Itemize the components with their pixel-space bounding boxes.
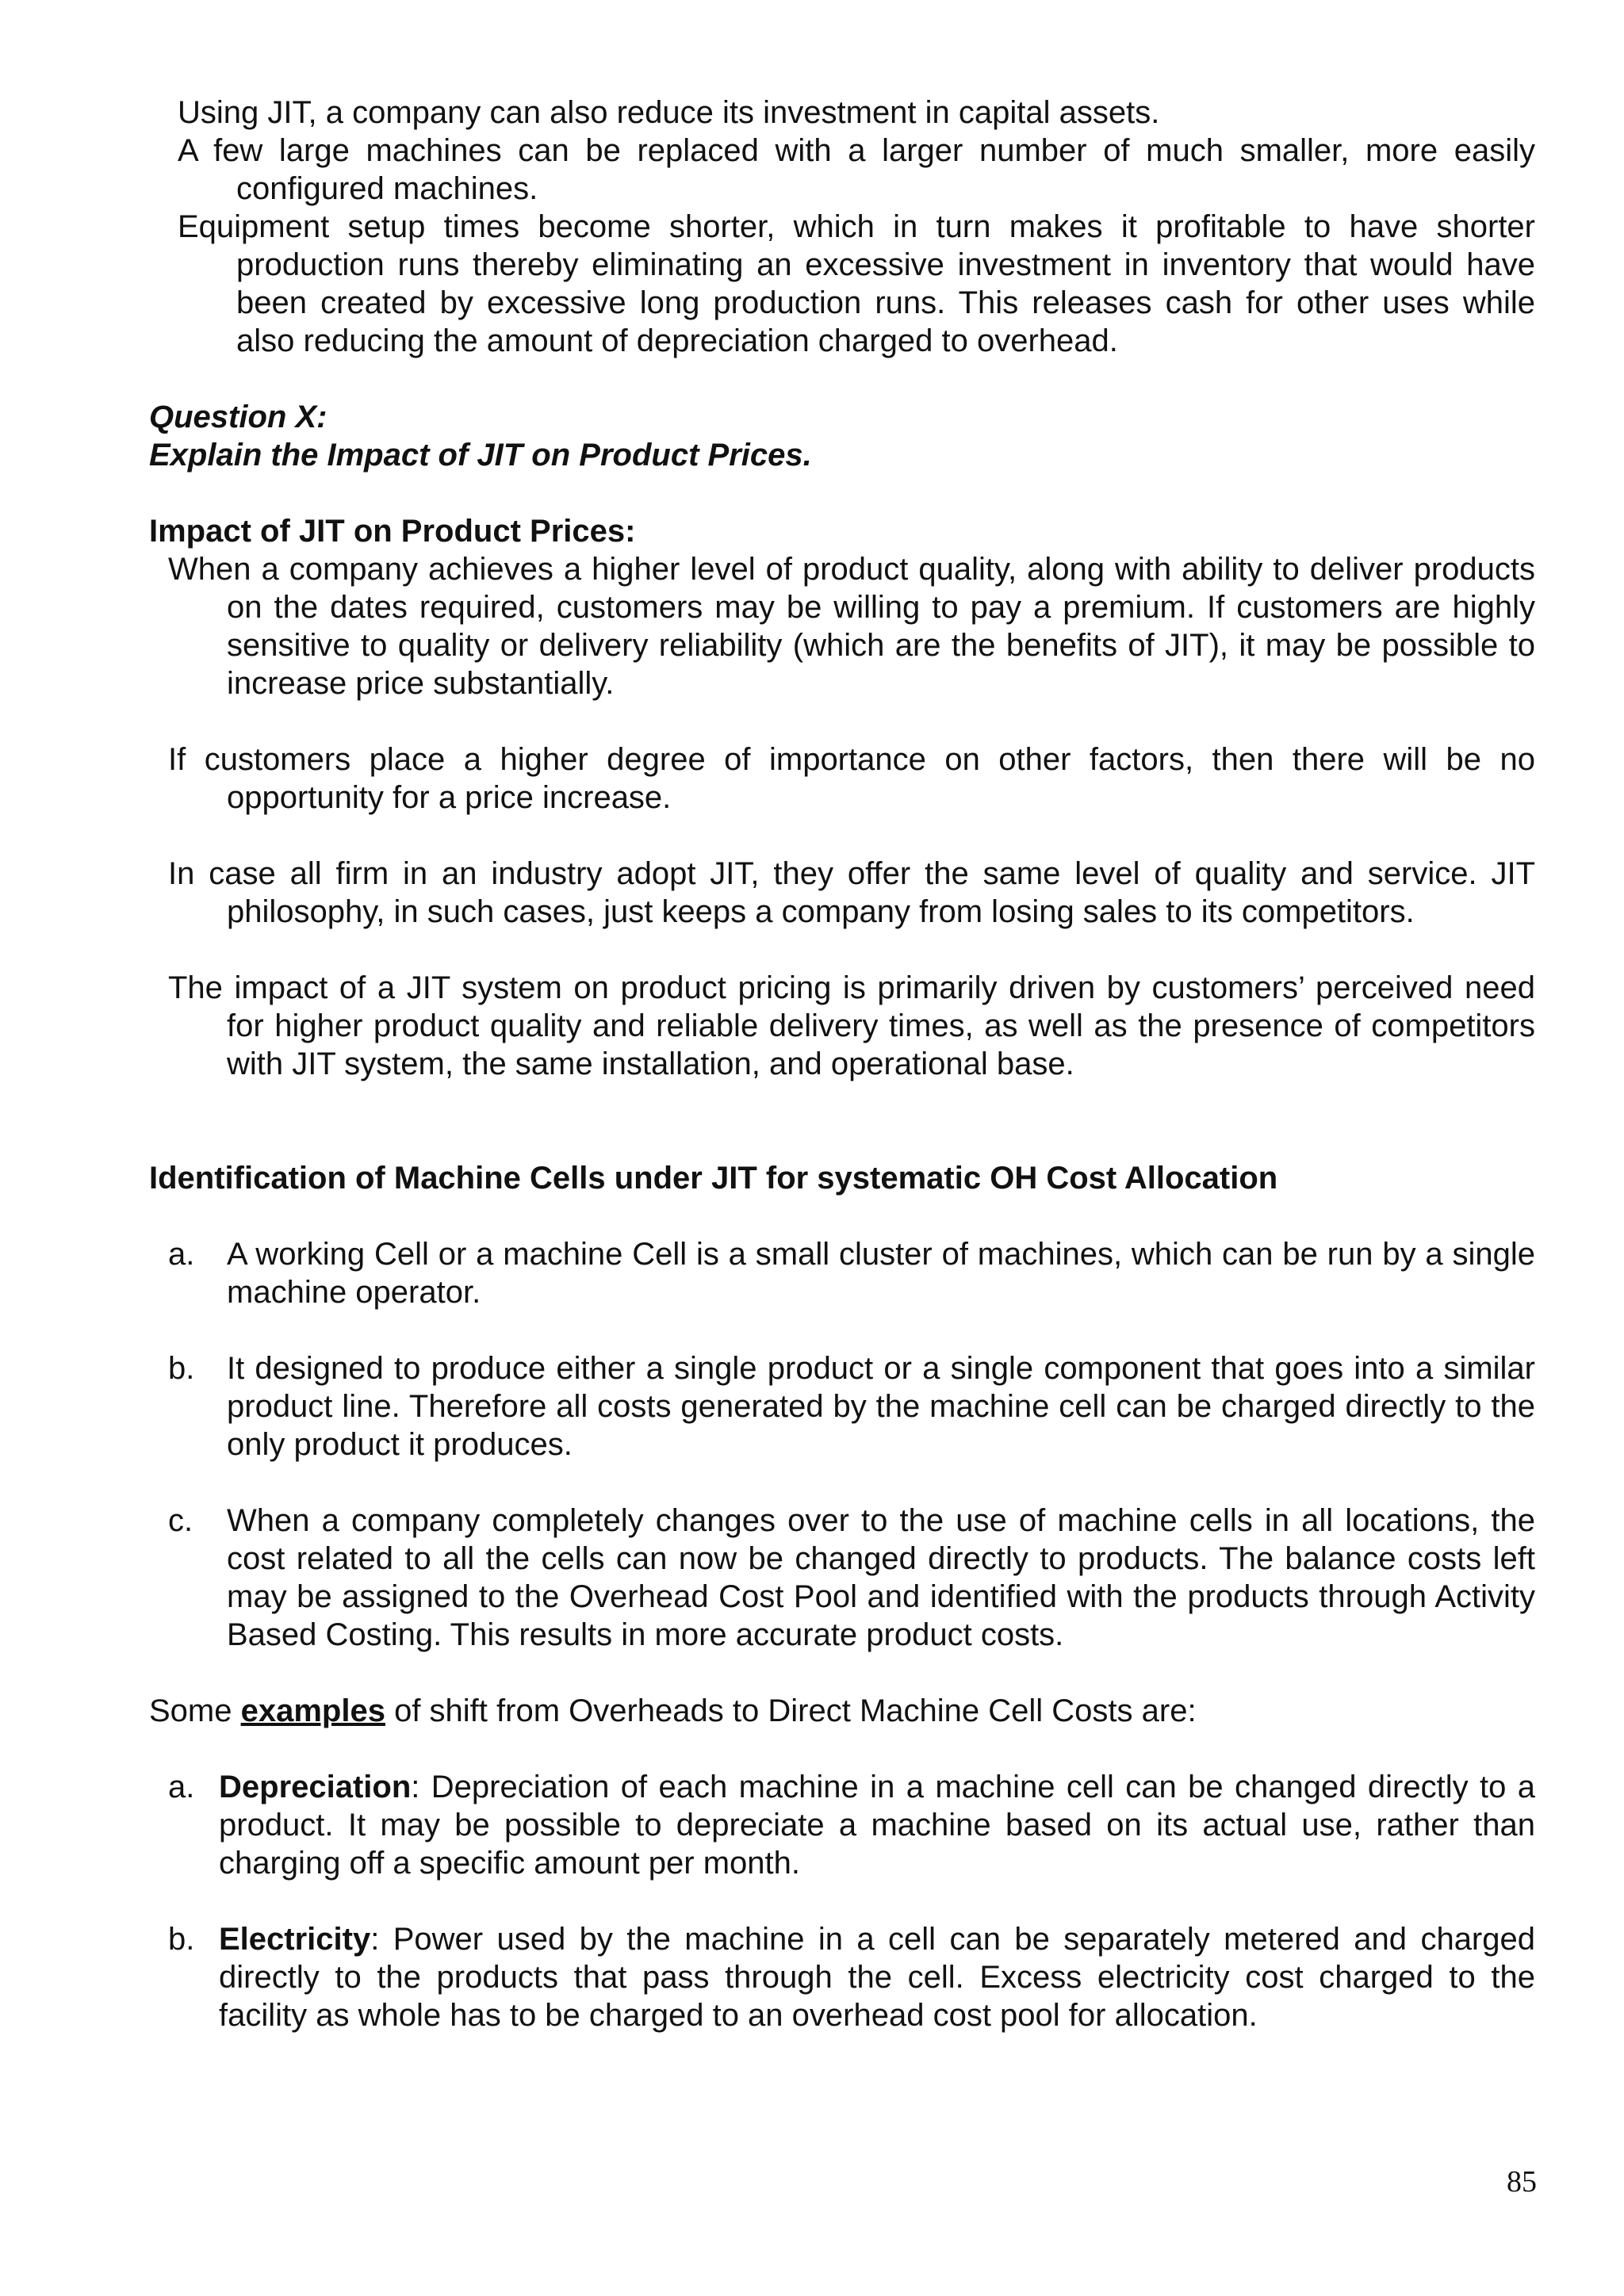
impact-paragraph: When a company achieves a higher level of product quality, along with ability to deliver products on the dates required, customers may be willing to pay a premium. If customers are highly sensitive to quality or delivery reliability (which are the benefits of JIT), it may be possible to increase price substantially. (168, 552, 1535, 701)
list-letter: b. (168, 1351, 195, 1386)
machine-cells-heading: Identification of Machine Cells under JIT for systematic OH Cost Allocation (149, 1161, 1278, 1196)
list-text: When a company completely changes over to the use of machine cells in all locations, the cost related to all the cells can now be changed directly to products. The balance costs left may be assigned to the Overhead Cost Pool and identified with the products through Activity Based Costing. This results in more accurate product costs. (227, 1503, 1535, 1652)
intro-paragraph: A few large machines can be replaced with a larger number of much smaller, more easily configured machines. (178, 133, 1535, 206)
list-text: A working Cell or a machine Cell is a small cluster of machines, which can be run by a single machine operator. (227, 1237, 1535, 1310)
question-text: Explain the Impact of JIT on Product Prices. (149, 438, 812, 473)
example-description: : Depreciation of each machine in a machine cell can be changed directly to a product. It may be possible to depreciate a machine based on its actual use, rather than charging off a specific amount per month. (219, 1770, 1535, 1881)
example-text (219, 1920, 1535, 2034)
list-letter: a. (168, 1237, 195, 1272)
question-label: Question X: (149, 400, 327, 434)
list-item (149, 1235, 1535, 1311)
impact-paragraph: In case all firm in an industry adopt JIT, they offer the same level of quality and service. JIT philosophy, in such cases, just keeps a company from losing sales to its competitors. (168, 856, 1535, 929)
intro-paragraph: Equipment setup times become shorter, which in turn makes it profitable to have shorter production runs thereby eliminating an excessive investment in inventory that would have been created by excessive long production runs. This releases cash for other uses while also reducing the amount of depreciation charged to overhead. (178, 209, 1535, 358)
impact-paragraph: If customers place a higher degree of importance on other factors, then there will be no opportunity for a price increase. (168, 742, 1535, 815)
examples-intro-after: of shift from Overheads to Direct Machine Cell Costs are: (385, 1693, 1197, 1728)
example-term: Depreciation (219, 1770, 412, 1804)
examples-emphasis: examples (240, 1693, 385, 1728)
page-content (149, 94, 1535, 2034)
example-text (219, 1768, 1535, 1882)
list-letter: a. (168, 1770, 195, 1804)
impact-heading: Impact of JIT on Product Prices: (149, 514, 636, 549)
intro-paragraph: Using JIT, a company can also reduce its investment in capital assets. (178, 95, 1160, 130)
example-term: Electricity (219, 1922, 371, 1957)
page-number: 85 (1507, 2165, 1537, 2198)
list-letter: b. (168, 1922, 195, 1957)
list-item (149, 1502, 1535, 1654)
examples-intro (149, 1692, 1535, 1730)
list-letter: c. (168, 1503, 193, 1538)
impact-paragraph: The impact of a JIT system on product pricing is primarily driven by customers’ perceived need for higher product quality and reliable delivery times, as well as the presence of competitors with JIT system, the same installation, and operational base. (168, 970, 1535, 1081)
example-item (149, 1920, 1535, 2034)
list-text: It designed to produce either a single product or a single component that goes into a similar product line. Therefore all costs generated by the machine cell can be charged directly to the only product it produces. (227, 1351, 1535, 1462)
list-item (149, 1349, 1535, 1464)
examples-intro-before: Some (149, 1693, 241, 1728)
example-item (149, 1768, 1535, 1882)
example-description: : Power used by the machine in a cell can be separately metered and charged directly to the products that pass through the cell. Excess electricity cost charged to the facility as whole has to be charged to an overhead cost pool for allocation. (219, 1922, 1535, 2033)
